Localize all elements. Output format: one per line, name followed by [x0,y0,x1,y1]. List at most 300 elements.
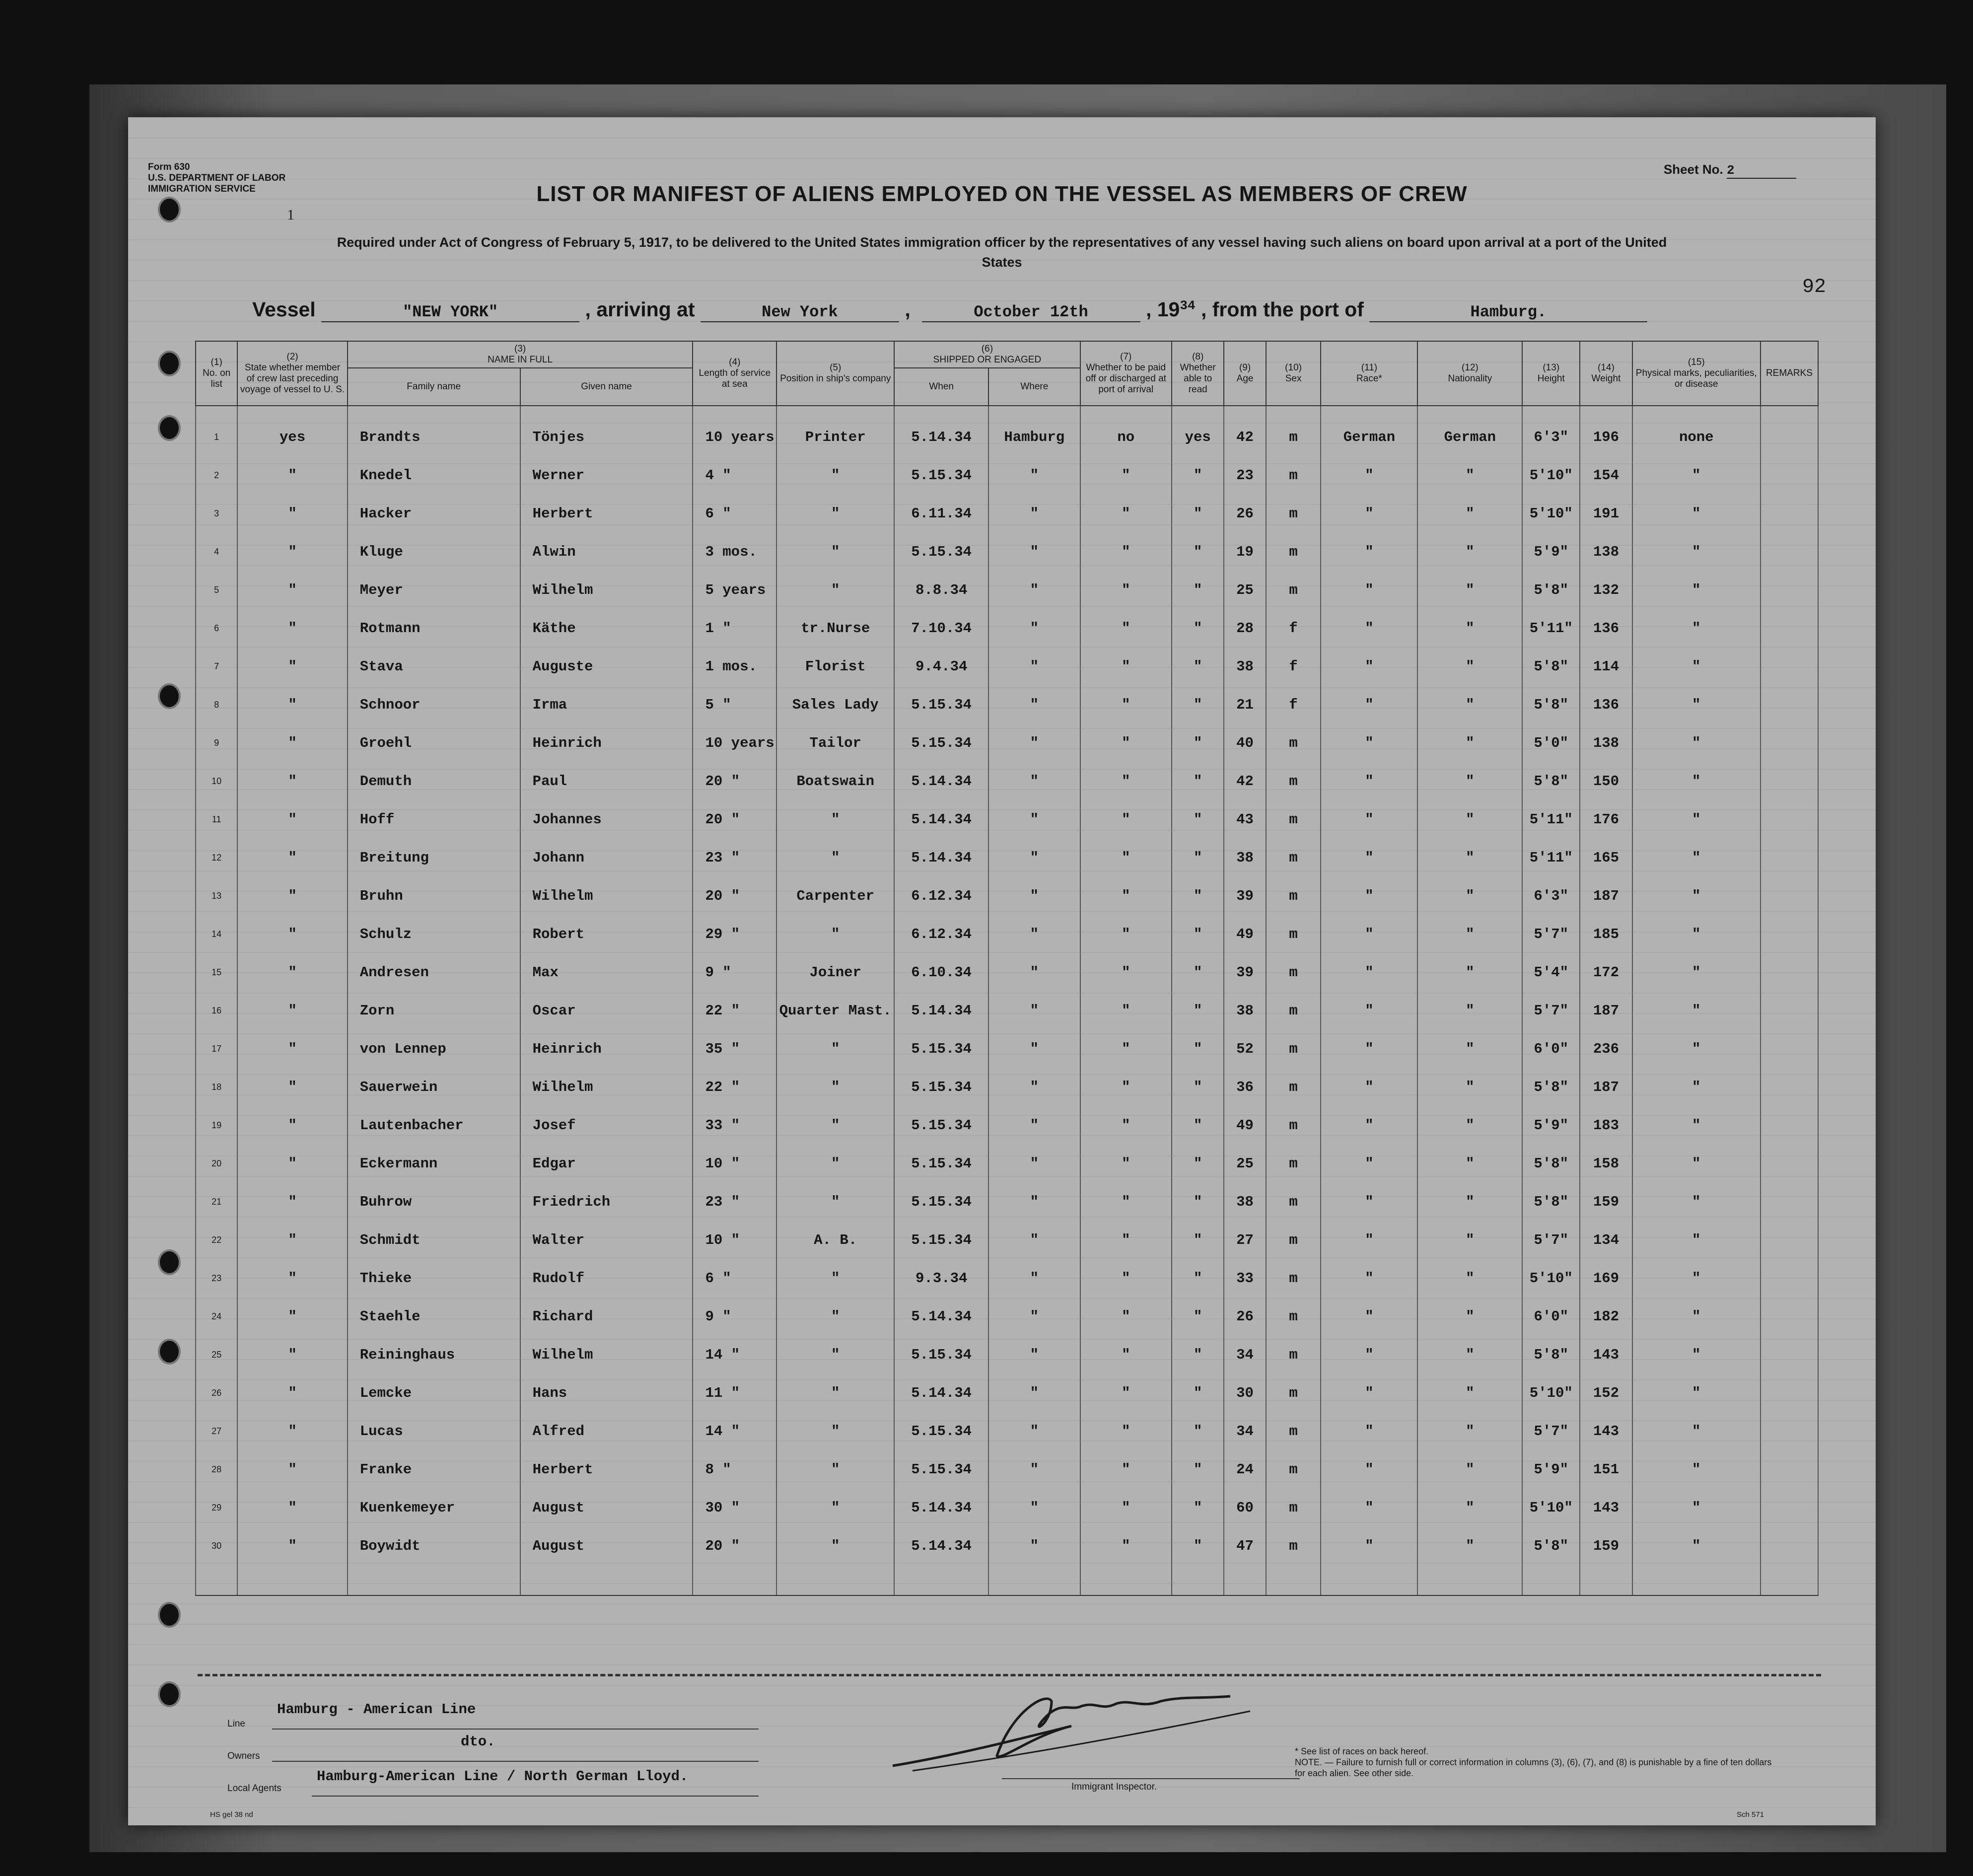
height-cell: 6'0" [1522,1030,1580,1068]
height-cell: 5'10" [1522,1374,1580,1412]
row-number: 23 [196,1259,237,1298]
given-name-cell: Rudolf [520,1259,693,1298]
race-cell: " [1321,1374,1417,1412]
physical-marks-cell: " [1632,533,1761,571]
agents-label: Local Agents [227,1783,282,1794]
family-name-cell: Kluge [348,533,520,571]
able-read-cell: " [1172,1259,1224,1298]
race-cell: " [1321,1489,1417,1527]
row-number: 24 [196,1298,237,1336]
last-voyage-cell: " [237,1450,347,1489]
sex-cell: m [1266,762,1321,800]
nationality-cell: " [1417,571,1522,609]
last-voyage-cell: " [237,1298,347,1336]
shipped-where-cell: " [988,800,1080,839]
service-length-cell: 29 " [693,915,776,953]
last-voyage-cell: " [237,800,347,839]
sex-cell: m [1266,992,1321,1030]
physical-marks-cell: " [1632,1412,1761,1450]
sex-cell: m [1266,533,1321,571]
nationality-cell: " [1417,1068,1522,1106]
family-name-cell: Meyer [348,571,520,609]
paid-off-cell: " [1080,1412,1172,1450]
able-read-cell: " [1172,839,1224,877]
age-cell: 28 [1224,609,1266,648]
nationality-cell: " [1417,1374,1522,1412]
remarks-cell [1761,418,1818,456]
height-cell: 6'3" [1522,418,1580,456]
given-name-cell: Heinrich [520,724,693,762]
weight-cell: 172 [1580,953,1632,992]
weight-cell: 151 [1580,1450,1632,1489]
able-read-cell: " [1172,1374,1224,1412]
position-cell: " [776,839,894,877]
position-cell: Florist [776,648,894,686]
family-name-cell: von Lennep [348,1030,520,1068]
height-cell: 5'8" [1522,686,1580,724]
height-cell: 5'8" [1522,1336,1580,1374]
shipped-where-cell: " [988,877,1080,915]
given-name-cell: Max [520,953,693,992]
height-cell: 5'8" [1522,1145,1580,1183]
service-length-cell: 22 " [693,992,776,1030]
given-name-cell: Wilhelm [520,1336,693,1374]
shipped-when-cell: 6.10.34 [894,953,988,992]
able-read-cell: " [1172,992,1224,1030]
shipped-when-cell: 5.14.34 [894,992,988,1030]
row-number: 17 [196,1030,237,1068]
paid-off-cell: " [1080,1221,1172,1259]
crew-manifest-table [195,341,1819,1596]
weight-cell: 159 [1580,1527,1632,1565]
nationality-cell: " [1417,1030,1522,1068]
row-number: 4 [196,533,237,571]
given-name-cell: Walter [520,1221,693,1259]
vessel-line: Vessel "NEW YORK" , arriving at New York , October 12th , $19^{34}$ , from the port of Hamburg. [252,298,1647,322]
sex-cell: f [1266,686,1321,724]
sex-cell: m [1266,571,1321,609]
race-cell: " [1321,648,1417,686]
family-name-cell: Lautenbacher [348,1106,520,1145]
manifest-sheet [128,117,1876,1825]
given-name-cell: Josef [520,1106,693,1145]
paid-off-cell: " [1080,1030,1172,1068]
able-read-cell: " [1172,648,1224,686]
shipped-where-cell: " [988,724,1080,762]
table-row [196,648,1818,686]
shipped-when-cell: 5.14.34 [894,800,988,839]
row-number: 16 [196,992,237,1030]
able-read-cell: " [1172,1183,1224,1221]
arrival-date: October 12th [922,303,1140,322]
able-read-cell: " [1172,571,1224,609]
able-read-cell: " [1172,1489,1224,1527]
service-length-cell: 6 " [693,495,776,533]
paid-off-cell: " [1080,915,1172,953]
binder-hole [158,1681,181,1707]
top-mark: 1 [287,207,294,223]
race-cell: " [1321,1030,1417,1068]
sex-cell: m [1266,877,1321,915]
shipped-when-cell: 5.15.34 [894,1450,988,1489]
nationality-cell: " [1417,1336,1522,1374]
given-name-cell: August [520,1527,693,1565]
shipped-where-cell: " [988,992,1080,1030]
shipped-where-cell: " [988,839,1080,877]
nationality-cell: " [1417,456,1522,495]
family-name-cell: Staehle [348,1298,520,1336]
weight-cell: 114 [1580,648,1632,686]
weight-cell: 143 [1580,1336,1632,1374]
family-name-cell: Breitung [348,839,520,877]
race-cell: " [1321,495,1417,533]
family-name-cell: Rotmann [348,609,520,648]
table-row [196,609,1818,648]
physical-marks-cell: " [1632,648,1761,686]
position-cell: " [776,571,894,609]
penalty-note: NOTE. — Failure to furnish full or correct information in columns (3), (6), (7), and (8) is punishable by a fine of ten dollars for each alien. See other side. [1295,1757,1772,1778]
table-row [196,418,1818,456]
given-name-cell: Edgar [520,1145,693,1183]
height-cell: 5'9" [1522,533,1580,571]
age-cell: 40 [1224,724,1266,762]
sheet-number-value: 2 [1727,163,1796,179]
weight-cell: 169 [1580,1259,1632,1298]
remarks-cell [1761,1489,1818,1527]
shipped-where-cell: " [988,609,1080,648]
remarks-cell [1761,533,1818,571]
height-cell: 5'8" [1522,1183,1580,1221]
col-physical-marks: (15) Physical marks, peculiarities, or disease [1632,341,1761,406]
last-voyage-cell: " [237,1068,347,1106]
shipped-when-cell: 5.14.34 [894,1374,988,1412]
binder-hole [158,1249,181,1275]
age-cell: 39 [1224,877,1266,915]
shipped-when-cell: 5.14.34 [894,839,988,877]
paid-off-cell: " [1080,609,1172,648]
vessel-label: Vessel [252,298,316,321]
service-length-cell: 20 " [693,800,776,839]
row-number: 14 [196,915,237,953]
service-length-cell: 1 " [693,609,776,648]
shipped-where-cell: " [988,1106,1080,1145]
physical-marks-cell: " [1632,877,1761,915]
height-cell: 5'10" [1522,495,1580,533]
given-name-cell: Auguste [520,648,693,686]
race-cell: " [1321,533,1417,571]
family-name-cell: Knedel [348,456,520,495]
given-name-cell: Johannes [520,800,693,839]
position-cell: " [776,1489,894,1527]
weight-cell: 187 [1580,1068,1632,1106]
given-name-cell: Alfred [520,1412,693,1450]
shipped-when-cell: 5.14.34 [894,1489,988,1527]
nationality-cell: " [1417,1450,1522,1489]
remarks-cell [1761,953,1818,992]
height-cell: 5'7" [1522,1221,1580,1259]
last-voyage-cell: " [237,762,347,800]
row-number: 27 [196,1412,237,1450]
nationality-cell: " [1417,992,1522,1030]
weight-cell: 138 [1580,533,1632,571]
table-row [196,1259,1818,1298]
weight-cell: 182 [1580,1298,1632,1336]
physical-marks-cell: " [1632,992,1761,1030]
shipped-when-cell: 5.14.34 [894,1527,988,1565]
shipped-where-cell: " [988,1489,1080,1527]
able-read-cell: " [1172,1145,1224,1183]
age-cell: 60 [1224,1489,1266,1527]
printer-code-left: HS gel 38 nd [210,1810,253,1819]
col-height: (13) Height [1522,341,1580,406]
service-length-cell: 4 " [693,456,776,495]
shipped-where-cell: " [988,1374,1080,1412]
given-name-cell: Heinrich [520,1030,693,1068]
paid-off-cell: " [1080,648,1172,686]
age-cell: 49 [1224,915,1266,953]
family-name-cell: Schmidt [348,1221,520,1259]
row-number: 22 [196,1221,237,1259]
sex-cell: m [1266,1412,1321,1450]
shipped-where-cell: " [988,686,1080,724]
page-title: LIST OR MANIFEST OF ALIENS EMPLOYED ON THE VESSEL AS MEMBERS OF CREW [536,182,1468,206]
given-name-cell: Paul [520,762,693,800]
paid-off-cell: " [1080,1068,1172,1106]
remarks-cell [1761,1221,1818,1259]
service-length-cell: 10 " [693,1145,776,1183]
table-row [196,953,1818,992]
able-read-cell: " [1172,1450,1224,1489]
line-value: Hamburg - American Line [277,1701,476,1718]
nationality-cell: " [1417,1183,1522,1221]
given-name-cell: Herbert [520,1450,693,1489]
age-cell: 49 [1224,1106,1266,1145]
shipped-when-cell: 9.3.34 [894,1259,988,1298]
family-name-cell: Brandts [348,418,520,456]
last-voyage-cell: " [237,1030,347,1068]
age-cell: 30 [1224,1374,1266,1412]
service-length-cell: 23 " [693,1183,776,1221]
sheet-number [1664,162,1796,179]
last-voyage-cell: " [237,648,347,686]
position-cell: " [776,1183,894,1221]
given-name-cell: Robert [520,915,693,953]
position-cell: Printer [776,418,894,456]
paid-off-cell: " [1080,533,1172,571]
height-cell: 5'7" [1522,1412,1580,1450]
row-number: 29 [196,1489,237,1527]
position-cell: " [776,1068,894,1106]
row-number: 2 [196,456,237,495]
height-cell: 5'8" [1522,571,1580,609]
row-number: 8 [196,686,237,724]
shipped-where-cell: " [988,1221,1080,1259]
last-voyage-cell: " [237,1489,347,1527]
family-name-cell: Stava [348,648,520,686]
shipped-when-cell: 5.15.34 [894,456,988,495]
sex-cell: f [1266,609,1321,648]
remarks-cell [1761,915,1818,953]
height-cell: 6'0" [1522,1298,1580,1336]
table-row [196,992,1818,1030]
remarks-cell [1761,495,1818,533]
physical-marks-cell: " [1632,1336,1761,1374]
race-cell: " [1321,1145,1417,1183]
height-cell: 5'8" [1522,762,1580,800]
able-read-cell: " [1172,609,1224,648]
shipped-where-cell: " [988,1068,1080,1106]
remarks-cell [1761,877,1818,915]
table-header [196,341,1818,406]
service-length-cell: 11 " [693,1374,776,1412]
age-cell: 47 [1224,1527,1266,1565]
age-cell: 26 [1224,495,1266,533]
age-cell: 33 [1224,1259,1266,1298]
race-cell: " [1321,1106,1417,1145]
service-length-cell: 14 " [693,1336,776,1374]
table-row [196,1298,1818,1336]
last-voyage-cell: " [237,1221,347,1259]
paid-off-cell: " [1080,686,1172,724]
able-read-cell: " [1172,1106,1224,1145]
shipped-where-cell: " [988,1527,1080,1565]
nationality-cell: " [1417,1412,1522,1450]
physical-marks-cell: " [1632,1450,1761,1489]
vessel-name: "NEW YORK" [321,303,579,322]
page-subtitle: Required under Act of Congress of February 5, 1917, to be delivered to the United States immigration officer by the representatives of any vessel having such aliens on board upon arrival at a port of the United States [337,235,1667,270]
position-cell: " [776,1336,894,1374]
remarks-cell [1761,456,1818,495]
last-voyage-cell: " [237,1106,347,1145]
col-able-read: (8) Whether able to read [1172,341,1224,406]
row-number: 10 [196,762,237,800]
departure-port: Hamburg. [1369,303,1647,322]
family-name-cell: Schnoor [348,686,520,724]
row-number: 15 [196,953,237,992]
able-read-cell: " [1172,1336,1224,1374]
shipped-when-cell: 5.15.34 [894,1068,988,1106]
position-cell: Tailor [776,724,894,762]
given-name-cell: Wilhelm [520,1068,693,1106]
remarks-cell [1761,839,1818,877]
nationality-cell: " [1417,1221,1522,1259]
nationality-cell: " [1417,1106,1522,1145]
nationality-cell: " [1417,686,1522,724]
shipped-where-cell: " [988,1030,1080,1068]
row-number: 7 [196,648,237,686]
given-name-cell: Wilhelm [520,571,693,609]
position-cell: " [776,533,894,571]
sex-cell: m [1266,1259,1321,1298]
table-end-row [196,1565,1818,1595]
signature-graphic [883,1681,1260,1781]
nationality-cell: German [1417,418,1522,456]
binder-hole [158,415,181,441]
able-read-cell: " [1172,495,1224,533]
weight-cell: 152 [1580,1374,1632,1412]
col-sex: (10) Sex [1266,341,1321,406]
service-length-cell: 5 " [693,686,776,724]
position-cell: " [776,915,894,953]
year-suffix: 34 [1180,298,1196,313]
paid-off-cell: no [1080,418,1172,456]
shipped-where-cell: Hamburg [988,418,1080,456]
position-cell: " [776,1527,894,1565]
remarks-cell [1761,1030,1818,1068]
able-read-cell: " [1172,762,1224,800]
height-cell: 5'11" [1522,800,1580,839]
given-name-cell: August [520,1489,693,1527]
family-name-cell: Bruhn [348,877,520,915]
sex-cell: m [1266,495,1321,533]
shipped-when-cell: 6.12.34 [894,877,988,915]
physical-marks-cell: " [1632,1374,1761,1412]
position-cell: Carpenter [776,877,894,915]
nationality-cell: " [1417,495,1522,533]
family-name-cell: Sauerwein [348,1068,520,1106]
line-underline [272,1729,759,1730]
family-name-cell: Kuenkemeyer [348,1489,520,1527]
able-read-cell: " [1172,724,1224,762]
paid-off-cell: " [1080,1183,1172,1221]
shipped-where-cell: " [988,495,1080,533]
given-name-cell: Herbert [520,495,693,533]
shipped-where-cell: " [988,915,1080,953]
col-nationality: (12) Nationality [1417,341,1522,406]
race-cell: " [1321,915,1417,953]
nationality-cell: " [1417,1489,1522,1527]
last-voyage-cell: " [237,1374,347,1412]
col-remarks: REMARKS [1761,341,1818,406]
able-read-cell: " [1172,877,1224,915]
shipped-when-cell: 5.14.34 [894,418,988,456]
race-cell: " [1321,571,1417,609]
service-length-cell: 5 years [693,571,776,609]
remarks-cell [1761,1145,1818,1183]
age-cell: 42 [1224,762,1266,800]
last-voyage-cell: " [237,915,347,953]
age-cell: 38 [1224,839,1266,877]
paid-off-cell: " [1080,1259,1172,1298]
age-cell: 24 [1224,1450,1266,1489]
weight-cell: 138 [1580,724,1632,762]
weight-cell: 143 [1580,1412,1632,1450]
col-position: (5) Position in ship's company [776,341,894,406]
height-cell: 5'0" [1522,724,1580,762]
height-cell: 5'9" [1522,1450,1580,1489]
table-row [196,1106,1818,1145]
position-cell: " [776,1298,894,1336]
given-name-cell: Johann [520,839,693,877]
position-cell: A. B. [776,1221,894,1259]
age-cell: 25 [1224,571,1266,609]
weight-cell: 158 [1580,1145,1632,1183]
physical-marks-cell: " [1632,1527,1761,1565]
shipped-when-cell: 5.15.34 [894,1145,988,1183]
nationality-cell: " [1417,839,1522,877]
age-cell: 39 [1224,953,1266,992]
given-name-cell: Tönjes [520,418,693,456]
remarks-cell [1761,686,1818,724]
row-number: 18 [196,1068,237,1106]
shipped-when-cell: 5.15.34 [894,1336,988,1374]
table-row [196,1374,1818,1412]
physical-marks-cell: " [1632,571,1761,609]
table-row [196,1450,1818,1489]
race-cell: " [1321,1336,1417,1374]
weight-cell: 136 [1580,609,1632,648]
height-cell: 5'9" [1522,1106,1580,1145]
